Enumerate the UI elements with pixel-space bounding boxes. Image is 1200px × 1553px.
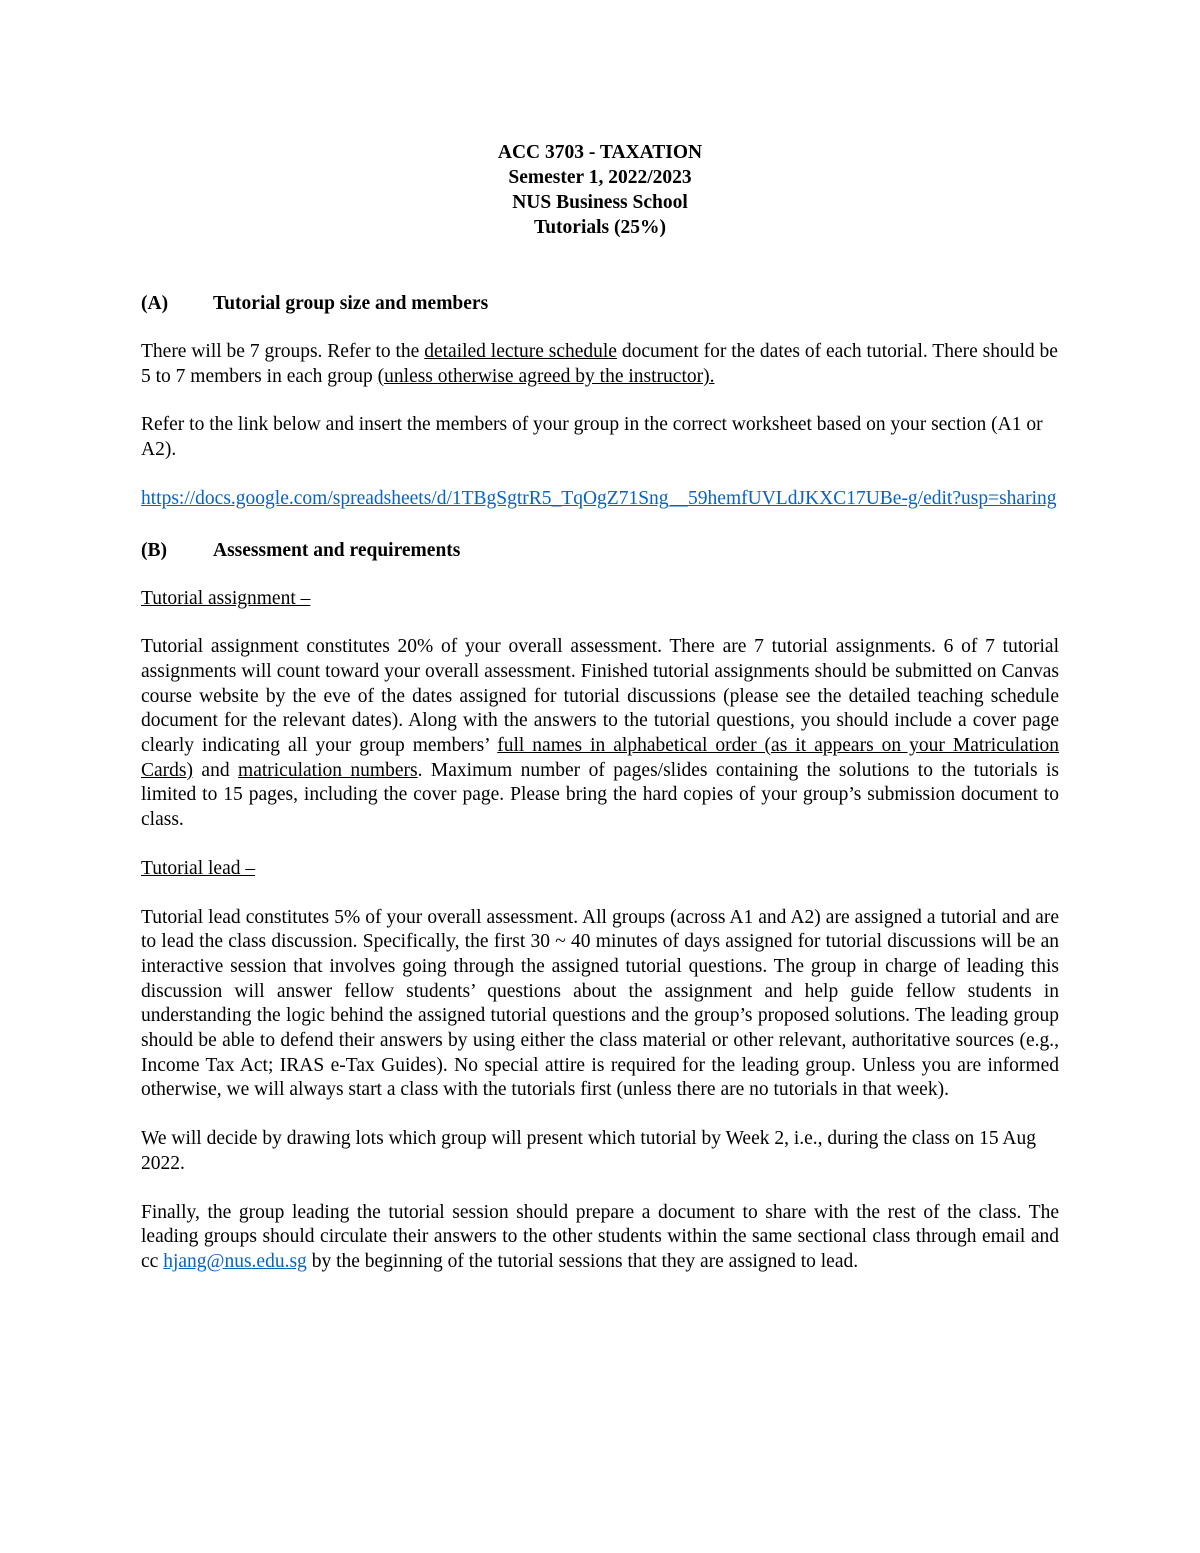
- instructor-email-link[interactable]: hjang@nus.edu.sg: [163, 1250, 307, 1272]
- text-span: . Maximum number of pages/slides containing the solutions to the tutorials is limited to 15 pages, including the cover page. Please bring the hard copies of your group’s submission document to class.: [141, 759, 1060, 831]
- section-b-heading: [141, 538, 1059, 563]
- lead-paragraph-1: Tutorial lead constitutes 5% of your overall assessment. All groups (across A1 and A2) are assigned a tutorial and are to lead the class discussion. Specifically, the first 30 ~ 40 minutes of days assigned for tutorial discussions will be an interactive session that involves going through the assigned tutorial questions. The group in charge of leading this discussion will answer fellow students’ questions about the assignment and help guide fellow students in understanding the logic behind the assigned tutorial questions and the group’s proposed solutions. The leading group should be able to defend their answers by using either the class material or other relevant, authoritative sources (e.g., Income Tax Act; IRAS e-Tax Guides). No special attire is required for the leading group. Unless you are informed otherwise, we will always start a class with the tutorials first (unless there are no tutorials in that week).: [141, 906, 1059, 1101]
- lead-heading-text: Tutorial lead –: [141, 857, 256, 879]
- text-span: Tutorial assignment constitutes 20% of your overall assessment. There are 7 tutorial assignments. 6 of 7 tutorial assignments will count toward your overall assessment. Finished tutorial assignments should be submitted on Canvas course website by the eve of the dates assigned for tutorial discussions (please see the detailed teaching schedule document for the relevant dates). Along with the answers to the tutorial questions, you should include a cover page clearly indicating all your group members’: [141, 636, 1059, 757]
- text-span: There will be 7 groups. Refer to the: [141, 341, 425, 362]
- section-a-heading: [141, 291, 1059, 316]
- names-requirement: full names in alphabetical order (as it appears on your Matriculation Cards): [141, 735, 1060, 781]
- lead-paragraph-2: We will decide by drawing lots which group will present which tutorial by Week 2, i.e., during the class on 15 Aug 2022.: [141, 1128, 1036, 1174]
- section-a-number: (A): [141, 293, 169, 314]
- assignment-heading-text: Tutorial assignment –: [141, 587, 311, 609]
- assignment-heading: [141, 587, 1059, 612]
- document-header: [141, 140, 1059, 240]
- text-span: document for the dates of each tutorial. There should be 5 to 7 members in each group: [141, 341, 1058, 387]
- section-a-title: Tutorial group size and members: [213, 293, 489, 314]
- semester-line: Semester 1, 2022/2023: [508, 167, 692, 188]
- section-a-paragraph-2: Refer to the link below and insert the members of your group in the correct worksheet based on your section (A1 or A2).: [141, 414, 1043, 461]
- spreadsheet-link-paragraph: [141, 487, 1059, 512]
- matric-requirement: matriculation numbers: [238, 759, 418, 781]
- section-b-title: Assessment and requirements: [213, 539, 461, 561]
- spreadsheet-link[interactable]: https://docs.google.com/spreadsheets/d/1TBgSgtrR5_TqOgZ71Sng__59hemfUVLdJKXC17UBe-g/edit?usp=sharing: [141, 487, 1057, 509]
- section-a-paragraph-1: [141, 340, 1059, 389]
- school-name: NUS Business School: [512, 192, 688, 213]
- document-content: [141, 140, 1059, 1275]
- text-span: Finally, the group leading the tutorial session should prepare a document to share with the rest of the class. The leading groups should circulate their answers to the other students within the same sectional class through email and cc: [141, 1201, 1059, 1272]
- text-span: by the beginning of the tutorial sessions that they are assigned to lead.: [306, 1250, 859, 1272]
- lecture-schedule-reference: detailed lecture schedule: [424, 341, 617, 362]
- instructor-note: (unless otherwise agreed by the instructor).: [377, 365, 715, 387]
- assignment-paragraph: [141, 635, 1059, 833]
- course-title: ACC 3703 - TAXATION: [497, 142, 703, 163]
- text-span: and: [193, 759, 239, 781]
- lead-paragraph-3: [141, 1201, 1059, 1275]
- lead-heading: [141, 857, 1059, 882]
- document-title: Tutorials (25%): [534, 217, 666, 238]
- section-b-number: (B): [141, 539, 167, 561]
